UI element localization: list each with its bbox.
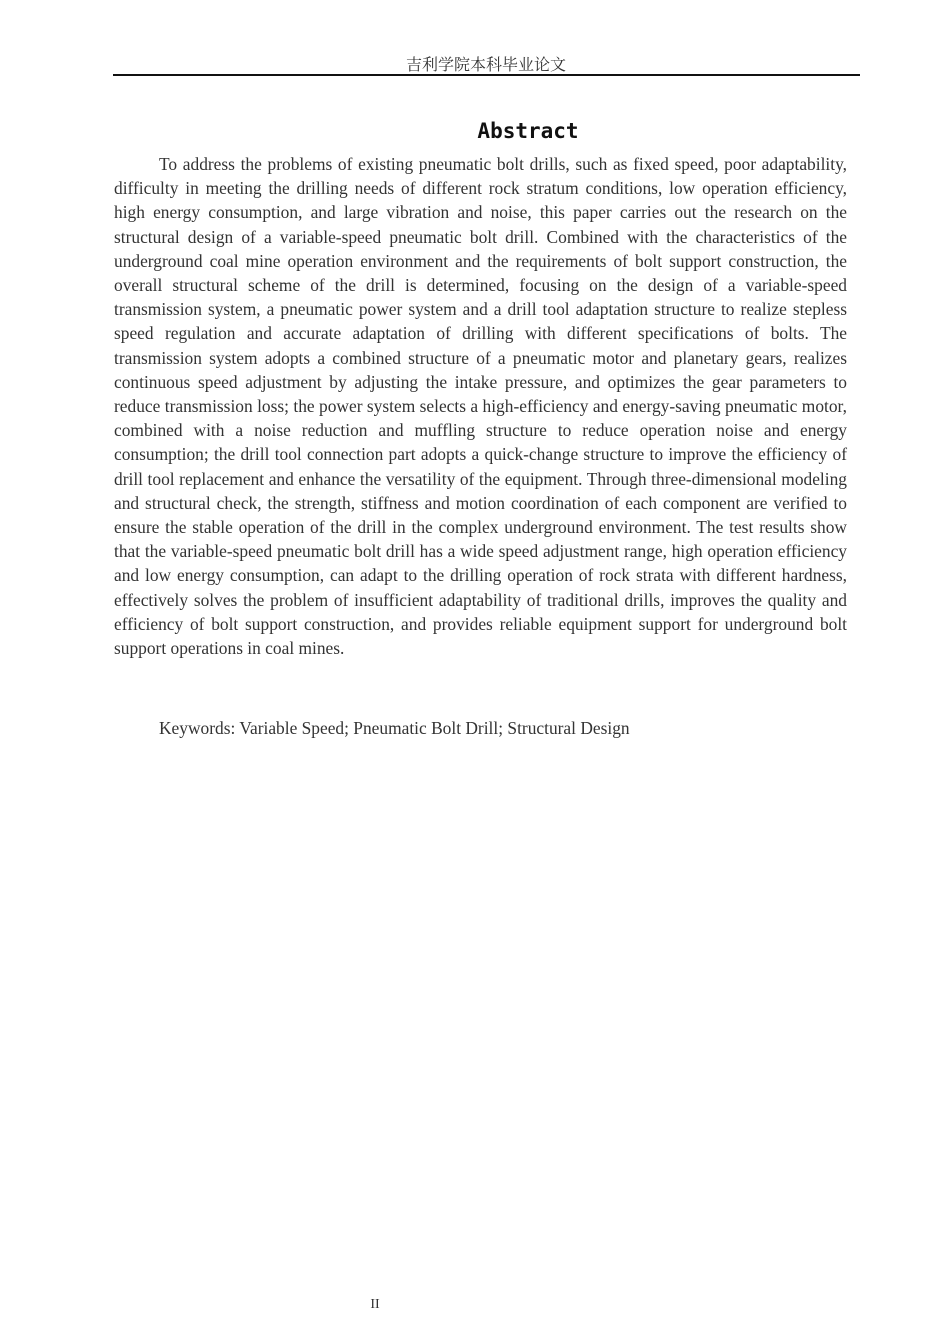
abstract-body: To address the problems of existing pneumatic bolt drills, such as fixed speed, poor adaptability, difficulty in meeting the drilling needs of different rock stratum conditions, low operation efficiency, high energy consumption, and large vibration and noise, this paper carries out the research on the structural design of a variable-speed pneumatic bolt drill. Combined with the characteristics of the underground coal mine operation environment and the requirements of bolt support construction, the overall structural scheme of the drill is determined, focusing on the design of a variable-speed transmission system, a pneumatic power system and a drill tool adaptation structure to realize stepless speed regulation and accurate adaptation of drilling with different specifications of bolts. The transmission system adopts a combined structure of a pneumatic motor and planetary gears, realizes continuous speed adjustment by adjusting the intake pressure, and optimizes the gear parameters to reduce transmission loss; the power system selects a high-efficiency and energy-saving pneumatic motor, combined with a noise reduction and muffling structure to reduce operation noise and energy consumption; the drill tool connection part adopts a quick-change structure to improve the efficiency of drill tool replacement and enhance the versatility of the equipment. Through three-dimensional modeling and structural check, the strength, stiffness and motion coordination of each component are verified to ensure the stable operation of the drill in the complex underground environment. The test results show that the variable-speed pneumatic bolt drill has a wide speed adjustment range, high operation efficiency and low energy consumption, can adapt to the drilling operation of rock strata with different hardness, effectively solves the problem of insufficient adaptability of traditional drills, improves the quality and efficiency of bolt support construction, and provides reliable equipment support for underground bolt support operations in coal mines. <box>114 154 847 659</box>
abstract-heading: Abstract <box>477 119 579 143</box>
keywords: Keywords: Variable Speed; Pneumatic Bolt Drill; Structural Design <box>159 718 630 738</box>
header-rule <box>113 74 860 76</box>
page-header: 吉利学院本科毕业论文 <box>405 55 566 74</box>
page-number: II <box>370 1297 380 1312</box>
